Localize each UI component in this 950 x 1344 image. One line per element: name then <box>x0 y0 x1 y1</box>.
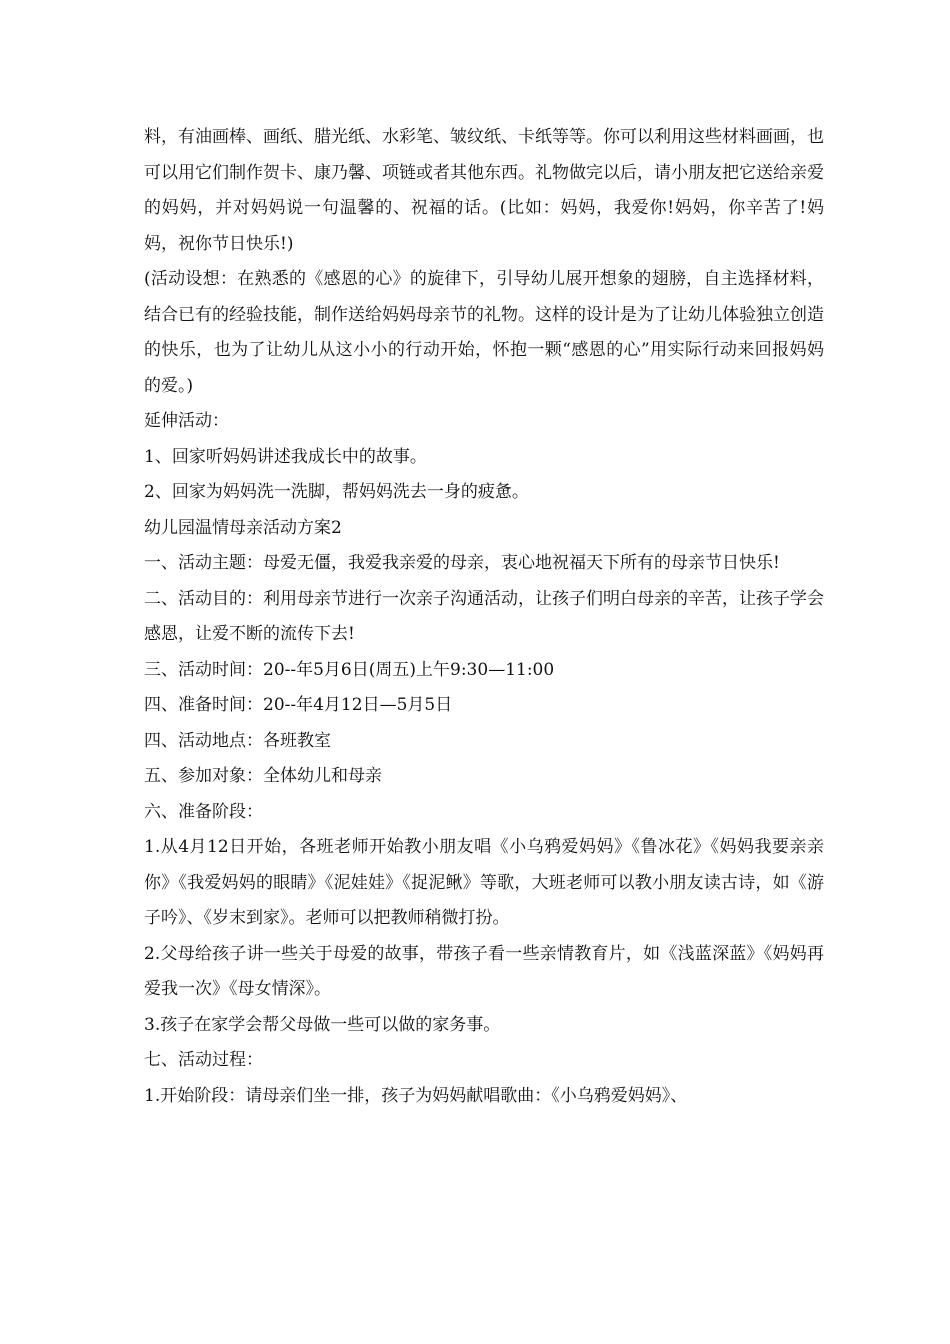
paragraph-participants: 五、参加对象：全体幼儿和母亲 <box>144 766 382 786</box>
paragraph-purpose: 二、活动目的：利用母亲节进行一次亲子沟通活动，让孩子们明白母亲的辛苦，让孩子学会感恩，让爱不断的流传下去! <box>144 588 824 644</box>
document-body <box>144 120 824 1114</box>
paragraph-extension-heading: 延伸活动： <box>144 411 229 431</box>
paragraph-prep-stage-3: 3.孩子在家学会帮父母做一些可以做的家务事。 <box>144 1014 501 1035</box>
paragraph-extension-2: 2、回家为妈妈洗一洗脚，帮妈妈洗去一身的疲惫。 <box>144 482 529 502</box>
paragraph-prep-stage-heading: 六、准备阶段： <box>144 801 263 822</box>
paragraph-theme: 一、活动主题：母爱无僵，我爱我亲爱的母亲，衷心地祝福天下所有的母亲节日快乐! <box>144 553 780 573</box>
paragraph-location: 四、活动地点：各班教室 <box>144 730 331 751</box>
paragraph-activity-idea: (活动设想：在熟悉的《感恩的心》的旋律下，引导幼儿展开想象的翅膀，自主选择材料，结合已有的经验技能，制作送给妈妈母亲节的礼物。这样的设计是为了让幼儿体验独立创造的快乐，也为了让幼儿从这小小的行动开始，怀抱一颗“感恩的心”用实际行动来回报妈妈的爱。) <box>144 269 824 396</box>
paragraph-prep-stage-1: 1.从4月12日开始，各班老师开始教小朋友唱《小乌鸦爱妈妈》《鲁冰花》《妈妈我要亲亲你》《我爱妈妈的眼睛》《泥娃娃》《捉泥鳅》等歌，大班老师可以教小朋友读古诗，如《游子吟》、《岁末到家》。老师可以把教师稍微打扮。 <box>144 837 824 928</box>
paragraph-prep-time: 四、准备时间：20--年4月12日—5月5日 <box>144 695 453 715</box>
section-title-plan-2: 幼儿园温情母亲活动方案2 <box>144 517 342 538</box>
paragraph-materials: 料，有油画棒、画纸、腊光纸、水彩笔、皱纹纸、卡纸等等。你可以利用这些材料画画，也可以用它们制作贺卡、康乃馨、项链或者其他东西。礼物做完以后，请小朋友把它送给亲爱的妈妈，并对妈妈说一句温馨的、祝福的话。(比如：妈妈，我爱你!妈妈，你辛苦了!妈妈，祝你节日快乐!) <box>144 127 824 254</box>
paragraph-extension-1: 1、回家听妈妈讲述我成长中的故事。 <box>144 446 427 467</box>
paragraph-process-1: 1.开始阶段：请母亲们坐一排，孩子为妈妈献唱歌曲：《小乌鸦爱妈妈》、 <box>144 1085 688 1106</box>
paragraph-process-heading: 七、活动过程： <box>144 1050 263 1070</box>
paragraph-activity-time: 三、活动时间：20--年5月6日(周五)上午9:30—11:00 <box>144 659 555 680</box>
paragraph-prep-stage-2: 2.父母给孩子讲一些关于母爱的故事，带孩子看一些亲情教育片，如《浅蓝深蓝》《妈妈再爱我一次》《母女情深》。 <box>144 943 824 999</box>
